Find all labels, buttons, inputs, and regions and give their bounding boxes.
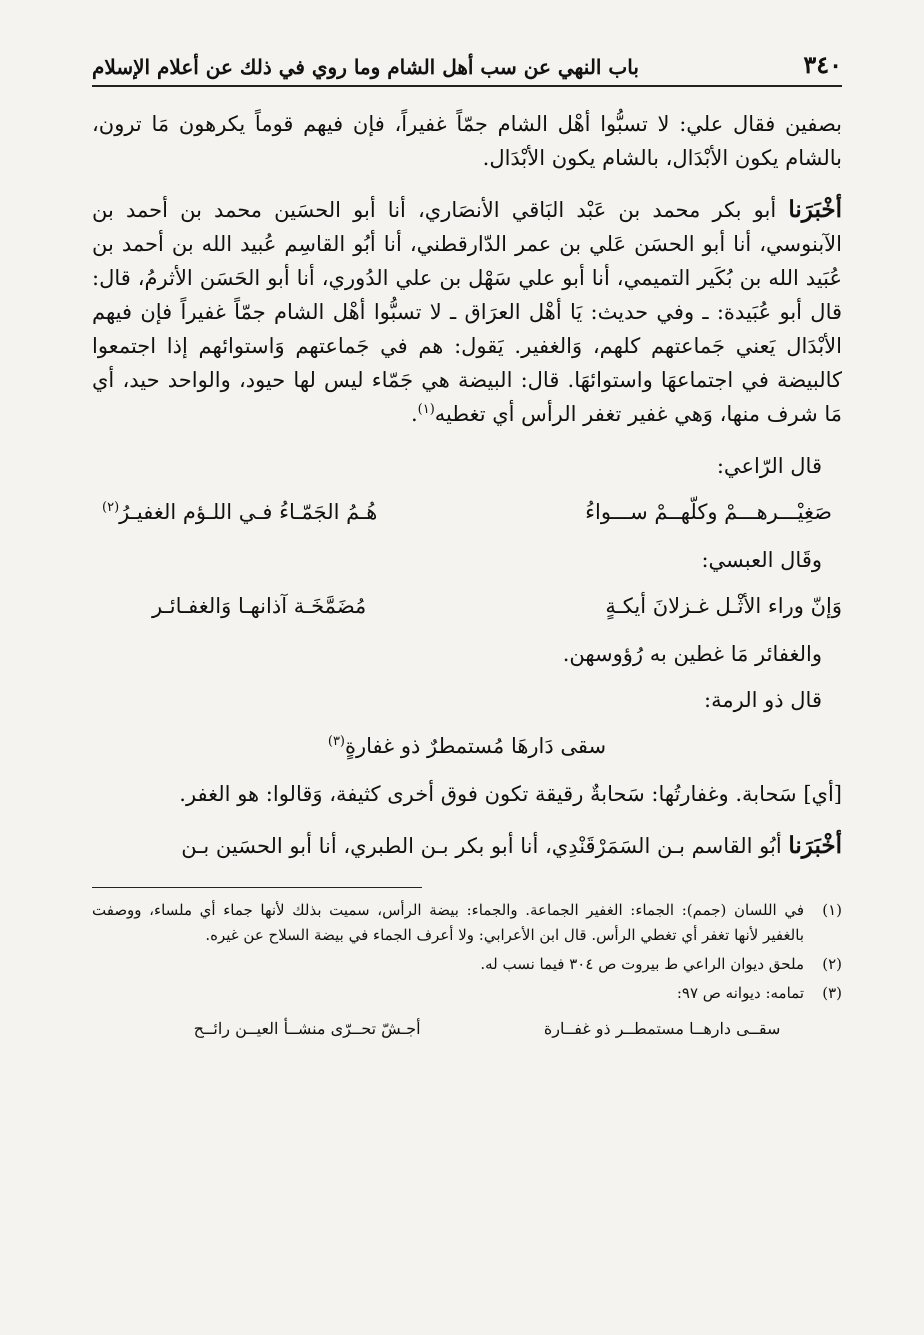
- verse-raai-second-text: هُـمُ الجَمّـاءُ فـي اللـؤم الغفيـرُ: [119, 500, 378, 524]
- footnote-text: تمامه: ديوانه ص ٩٧:: [676, 984, 804, 1002]
- paragraph-3: [أي] سَحابة. وغفارتُها: سَحابةٌ رقيقة تكون فوق أخرى كثيفة، وَقالوا: هو الغفر.: [179, 782, 842, 806]
- main-text: [92, 107, 842, 863]
- isnad-lead-2: أخْبَرَنا: [788, 832, 842, 859]
- footnote-text: في اللسان (جمم): الجماء: الغفير الجماعة. والجماء: بيضة الرأس، سميت بذلك لأنها جماء أي ملساء، ووصفت بالغفير لأنها تغفر أي تغطي الرأس. قال ابن الأعرابي: ولا أعرف الجماء في بيضة السلاح عن غيره.: [92, 901, 804, 944]
- footnote-number: (٢): [822, 955, 842, 973]
- verse-raai: [92, 495, 842, 529]
- footnote-number: (٣): [822, 984, 842, 1002]
- footnote-3: [92, 981, 842, 1006]
- verse-raai-first-hemistich: صَغِيْـــرهـــمْ وكلّهــمْ ســـواءُ: [585, 500, 832, 524]
- verse-absi-second-hemistich: مُضَمَّخَـة آذانهـا وَالغفـائـر: [152, 594, 367, 618]
- footnote-verse-first-hemistich: سقــى دارهــا مستمطــر ذو غفــارة: [543, 1019, 781, 1038]
- isnad-lead: أخْبَرَنا: [788, 196, 842, 223]
- label-absi: وقَال العبسي:: [701, 548, 822, 572]
- footnote-verse: [92, 1016, 842, 1041]
- paragraph-2-text: أبو بكر محمد بن عَبْد البَاقي الأنصَاري، أنا أبو الحسَين محمد بن أحمد بن الآبنوسي، أنا أبو الحسَن عَلي بن عمر الدّارقطني، أنا أبُو القاسِم عُبيد الله بن أحمد بن عُبَيد الله بن بُكَير التميمي، أنا أبو علي سَهْل بن علي الدُوري، أنا أبو الحَسَن الأثرمُ، قال: قال أبو عُبَيدة: ـ وفي حديث: يَا أهْل العرَاق ـ لا تسبُّوا أهْل الشام جمّاً غفيراً فإن فيهم الأبْدَال يَعني جَماعتهم كلهم، وَالغفير. يَقول: هم في جَماعتهم وَاستوائهم إذا اجتمعوا كالبيضة في اجتماعهَا واستوائهَا. قال: البيضة هي جَمّاء ليس لها حيود، والواحد حيد، أي مَا شرف منها، وَهي غفير تغفر الرأس أي تغطيه: [92, 198, 843, 426]
- paragraph-2: [92, 193, 842, 431]
- footnotes: [92, 898, 842, 1041]
- label-raai: قال الرّاعي:: [716, 454, 822, 478]
- verse-raai-second-hemistich: [102, 495, 377, 529]
- paragraph-4: [92, 829, 842, 863]
- footnote-1: [92, 898, 842, 948]
- paragraph-1: بصفين فقال علي: لا تسبُّوا أهْل الشام جمّاً غفيراً، فإن فيهم قوماً يكرهون مَا ترون، بالشام يكون الأبْدَال، بالشام يكون الأبْدَال.: [92, 112, 842, 170]
- paragraph-4-text: أبُو القاسم بـن السَمَرْقَنْدِي، أنا أبو بكر بـن الطبري، أنا أبو الحسَين بـن: [181, 834, 782, 858]
- running-title: باب النهي عن سب أهل الشام وما روي في ذلك عن أعلام الإسلام: [92, 55, 639, 79]
- footnote-ref-3: (٣): [327, 734, 345, 749]
- verse-absi: [92, 589, 842, 623]
- footnote-verse-second-hemistich: أجـشّ تحــرّى منشــأ العيــن رائــح: [193, 1019, 421, 1038]
- gloss-line: والغفائر مَا غطين به رُؤوسهن.: [562, 642, 822, 666]
- page-number: ٣٤٠: [803, 50, 842, 79]
- verse-absi-first-hemistich: وَإنّ وراء الأثْـل غـزلانَ أيكـةٍ: [605, 594, 842, 618]
- verse-dhurrumma-text: سقى دَارهَا مُستمطرٌ ذو غفارةٍ: [345, 734, 607, 758]
- paragraph-2-end: .: [410, 402, 418, 426]
- verse-dhurrumma: [92, 729, 842, 763]
- footnote-ref-1: (١): [417, 402, 435, 417]
- footnote-text: ملحق ديوان الراعي ط بيروت ص ٣٠٤ فيما نسب له.: [480, 955, 804, 973]
- page-header: [92, 50, 842, 87]
- footnote-ref-2: (٢): [102, 500, 120, 515]
- footnote-number: (١): [822, 901, 842, 919]
- label-dhurrumma: قال ذو الرمة:: [704, 688, 822, 712]
- footnote-divider: [92, 887, 422, 888]
- footnote-2: [92, 952, 842, 977]
